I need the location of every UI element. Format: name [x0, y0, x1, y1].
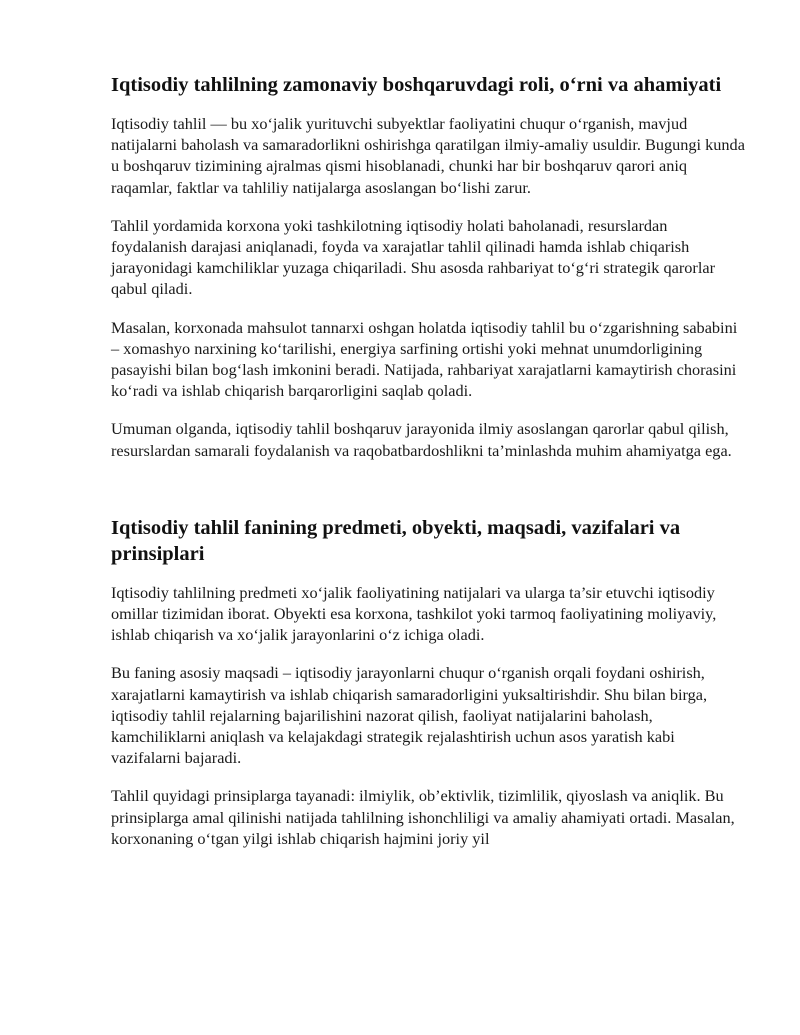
paragraph: Umuman olganda, iqtisodiy tahlil boshqaruv jarayonida ilmiy asoslangan qarorlar qabul qilish, resurslardan samarali foydalanish va raqobatbardoshlikni ta’minlashda muhim ahamiyatga ega. [111, 419, 732, 460]
section-heading-1: Iqtisodiy tahlilning zamonaviy boshqaruvdagi roli, o‘rni va ahamiyati [111, 74, 722, 96]
paragraph: Masalan, korxonada mahsulot tannarxi oshgan holatda iqtisodiy tahlil bu o‘zgarishning sababini – xomashyo narxining ko‘tarilishi, energiya sarfining ortishi yoki mehnat unumdorligining pasayishi bilan bog‘lash imkonini beradi. Natijada, rahbariyat xarajatlarni kamaytirish chorasini ko‘radi va ishlab chiqarish barqarorligini saqlab qoladi. [111, 317, 738, 401]
paragraph: Bu faning asosiy maqsadi – iqtisodiy jarayonlarni chuqur o‘rganish orqali foydani oshirish, xarajatlarni kamaytirish va ishlab chiqarish samaradorligini yuksaltirishdir. Shu bilan birga, iqtisodiy tahlil rejalarning bajarilishini nazorat qilish, faoliyat natijalarini baholash, kamchiliklarni aniqlash va kelajakdagi strategik rejalashtirish uchun asos yaratish kabi vazifalarni bajaradi. [111, 663, 708, 768]
document-page [111, 72, 747, 866]
paragraph: Iqtisodiy tahlil — bu xo‘jalik yurituvchi subyektlar faoliyatini chuqur o‘rganish, mavjud natijalarni baholash va samaradorlikni oshirishga qaratilgan ilmiy-amaliy usuldir. Bugungi kunda u boshqaruv tizimining ajralmas qismi hisoblanadi, chunki har bir boshqaruv qarori aniq raqamlar, faktlar va tahliliy natijalarga asoslangan bo‘lishi zarur. [111, 114, 745, 197]
section-heading-2: Iqtisodiy tahlil fanining predmeti, obyekti, maqsadi, vazifalari va prinsiplari [111, 516, 681, 565]
paragraph: Tahlil yordamida korxona yoki tashkilotning iqtisodiy holati baholanadi, resurslardan foydalanish darajasi aniqlanadi, foyda va xarajatlar tahlil qilinadi hamda ishlab chiqarish jarayonidagi kamchiliklar yuzaga chiqariladi. Shu asosda rahbariyat to‘g‘ri strategik qarorlar qabul qiladi. [111, 215, 715, 299]
paragraph: Tahlil quyidagi prinsiplarga tayanadi: ilmiylik, ob’ektivlik, tizimlilik, qiyoslash va aniqlik. Bu prinsiplarga amal qilinishi natijada tahlilning ishonchliligi va amaliy ahamiyati ortadi. Masalan, korxonaning o‘tgan yilgi ishlab chiqarish hajmini joriy yil [111, 786, 735, 848]
paragraph: Iqtisodiy tahlilning predmeti xo‘jalik faoliyatining natijalari va ularga ta’sir etuvchi iqtisodiy omillar tizimidan iborat. Obyekti esa korxona, tashkilot yoki tarmoq faoliyatining moliyaviy, ishlab chiqarish va xo‘jalik jarayonlarini o‘z ichiga oladi. [111, 582, 717, 645]
